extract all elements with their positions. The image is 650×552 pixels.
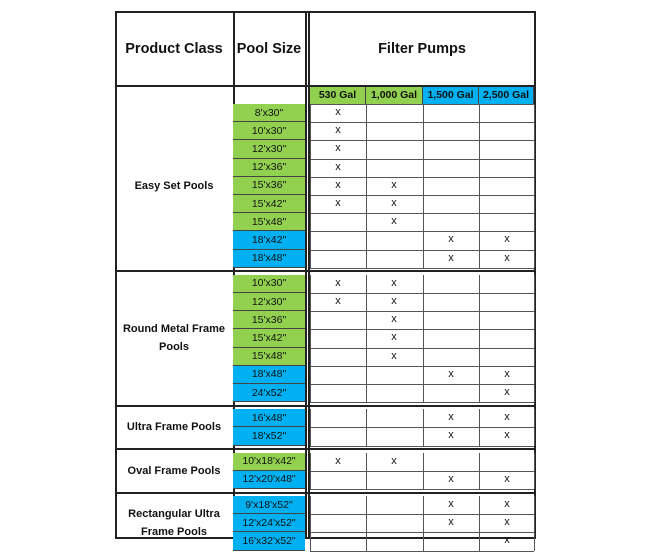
column-divider [423, 409, 424, 445]
column-divider [479, 496, 480, 551]
pool-size-cell: 12'x24'x52" [233, 514, 305, 532]
product-class-label: Oval Frame Pools [127, 464, 221, 477]
row-divider [310, 231, 534, 232]
compat-mark: x [504, 516, 510, 529]
pool-size-header: Pool Size [236, 41, 302, 57]
column-divider [366, 496, 367, 551]
column-divider [310, 496, 311, 551]
compat-mark: x [504, 411, 510, 424]
row-divider [310, 532, 534, 533]
pool-size-cell: 18'x42" [233, 231, 305, 249]
compat-mark: x [335, 106, 341, 118]
pool-size-cell: 9'x18'x52" [233, 496, 305, 514]
row-divider [310, 471, 534, 472]
pool-size-cell: 12'x30" [233, 293, 305, 311]
group-divider [115, 492, 536, 494]
product-class-label: Round Metal Frame Pools [122, 323, 226, 354]
column-divider [423, 104, 424, 268]
pool-size-cell: 18'x48" [233, 250, 305, 268]
compat-mark: x [335, 142, 341, 155]
compat-mark: x [391, 331, 397, 344]
column-divider [366, 453, 367, 489]
column-divider [366, 409, 367, 445]
compat-mark: x [504, 251, 510, 264]
row-divider [310, 348, 534, 349]
column-divider [534, 496, 535, 551]
column-divider [534, 453, 535, 489]
row-divider [310, 384, 534, 385]
row-divider [310, 213, 534, 214]
compat-mark: x [335, 295, 341, 307]
pool-size-cell: 15'x48" [233, 348, 305, 366]
pool-size-cell: 12'x30" [233, 140, 305, 158]
compat-mark: x [391, 178, 397, 191]
row-divider [310, 514, 534, 515]
row-divider [310, 329, 534, 330]
row-divider [310, 122, 534, 123]
row-divider [310, 177, 534, 178]
pool-size-cell: 15'x36" [233, 177, 305, 195]
pool-size-cell: 15'x42" [233, 329, 305, 347]
row-divider [310, 293, 534, 294]
compat-mark: x [335, 124, 341, 137]
pool-size-cell: 10'x18'x42" [233, 453, 305, 471]
row-divider [310, 402, 534, 403]
compat-mark: x [448, 472, 454, 485]
column-divider [310, 275, 311, 402]
column-divider [366, 275, 367, 402]
column-divider [310, 409, 311, 445]
row-divider [310, 489, 534, 490]
compat-mark: x [448, 516, 454, 529]
pool-size-cell: 18'x48" [233, 366, 305, 384]
compat-mark: x [504, 429, 510, 442]
compat-mark: x [391, 197, 397, 209]
compat-mark: x [448, 429, 454, 442]
column-divider [479, 453, 480, 489]
compat-mark: x [448, 411, 454, 424]
compat-mark: x [335, 454, 341, 467]
compat-mark: x [448, 251, 454, 264]
compat-mark: x [504, 386, 510, 398]
pump-1500-header: 1,500 Gal [423, 86, 479, 104]
compat-mark: x [391, 295, 397, 307]
pool-size-cell: 10'x30" [233, 275, 305, 293]
pump-2500-header: 2,500 Gal [479, 86, 534, 104]
group-divider [115, 270, 536, 272]
row-divider [310, 366, 534, 367]
compat-mark: x [335, 178, 341, 191]
row-divider [310, 311, 534, 312]
compat-mark: x [504, 534, 510, 547]
pool-size-cell: 24'x52" [233, 384, 305, 402]
pool-size-cell: 8'x30" [233, 104, 305, 122]
column-divider [423, 453, 424, 489]
column-divider [423, 275, 424, 402]
product-class-label: Easy Set Pools [134, 179, 214, 192]
compat-mark: x [391, 454, 397, 467]
compat-mark: x [504, 472, 510, 485]
group-divider [115, 405, 536, 407]
column-divider [423, 496, 424, 551]
pool-size-cell: 16'x48" [233, 409, 305, 427]
pool-size-cell: 12'x20'x48" [233, 471, 305, 489]
compat-mark: x [504, 367, 510, 380]
pool-size-cell: 15'x42" [233, 195, 305, 213]
product-class-label: Rectangular Ultra Frame Pools [128, 508, 220, 539]
row-divider [310, 427, 534, 428]
compat-mark: x [391, 215, 397, 228]
pool-size-cell: 10'x30" [233, 122, 305, 140]
header-divider-size-a [305, 11, 307, 539]
column-divider [534, 275, 535, 402]
column-divider [366, 104, 367, 268]
group-divider [115, 448, 536, 450]
row-divider [310, 250, 534, 251]
compat-mark: x [335, 276, 341, 289]
subheader-bottom-line [310, 104, 534, 105]
pump-1000-header: 1,000 Gal [366, 86, 423, 104]
column-divider [310, 104, 311, 268]
compat-mark: x [335, 160, 341, 173]
column-divider [534, 104, 535, 268]
column-divider [479, 275, 480, 402]
filter-pumps-header: Filter Pumps [378, 41, 466, 57]
row-divider [310, 159, 534, 160]
compat-mark: x [391, 349, 397, 362]
row-divider [310, 268, 534, 269]
column-divider [310, 453, 311, 489]
column-divider [479, 104, 480, 268]
header-bottom-line [115, 85, 536, 87]
pool-size-cell: 18'x52" [233, 427, 305, 445]
compat-mark: x [391, 313, 397, 326]
compat-mark: x [448, 498, 454, 510]
row-divider [310, 446, 534, 447]
column-divider [534, 409, 535, 445]
compat-mark: x [335, 197, 341, 209]
product-class-label: Ultra Frame Pools [126, 421, 222, 434]
pool-size-cell: 15'x48" [233, 213, 305, 231]
compat-mark: x [448, 367, 454, 380]
pool-size-cell: 12'x36" [233, 159, 305, 177]
pool-size-cell: 15'x36" [233, 311, 305, 329]
compat-mark: x [448, 233, 454, 246]
row-divider [310, 551, 534, 552]
compat-mark: x [504, 498, 510, 510]
compat-mark: x [391, 276, 397, 289]
pool-size-cell: 16'x32'x52" [233, 532, 305, 550]
pump-530-header: 530 Gal [310, 86, 366, 104]
row-divider [310, 195, 534, 196]
compat-mark: x [504, 233, 510, 246]
column-divider [479, 409, 480, 445]
row-divider [310, 140, 534, 141]
product-class-header: Product Class [125, 41, 223, 57]
